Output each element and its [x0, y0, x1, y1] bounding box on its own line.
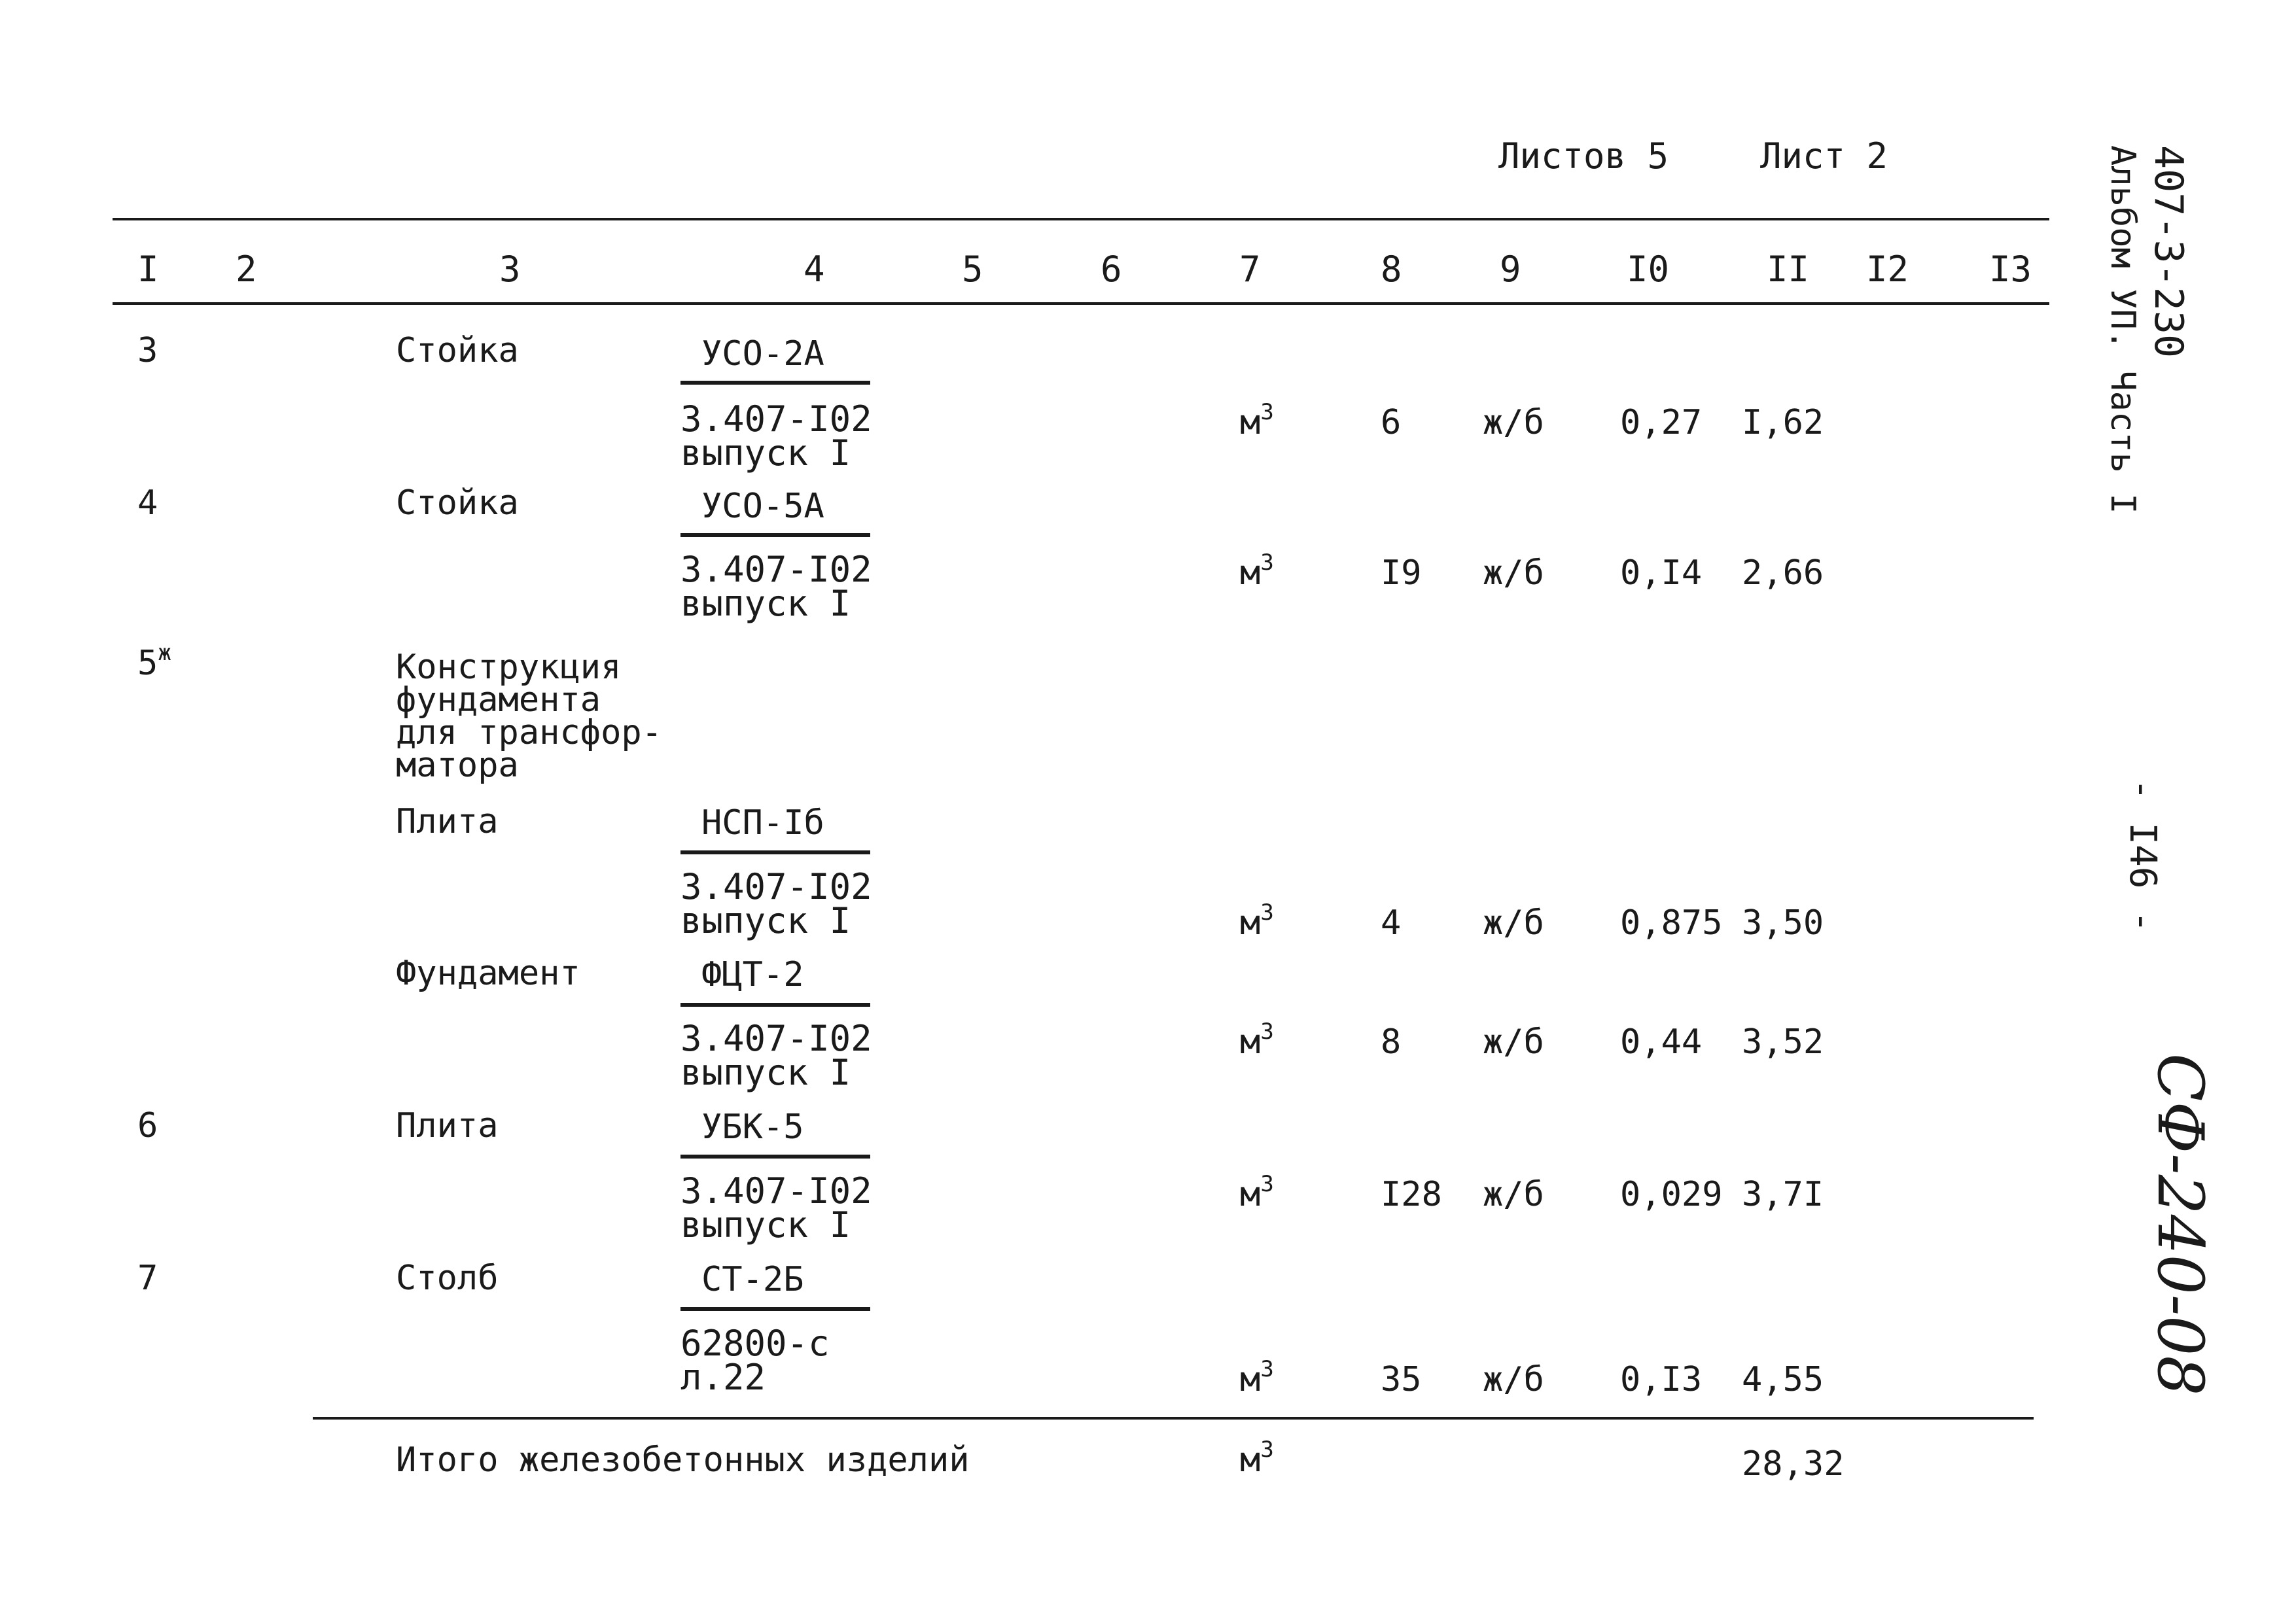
- material: ж/б: [1483, 903, 1544, 943]
- item-reference: 3.407-I02 выпуск I: [680, 549, 872, 624]
- header-bottom-rule: [113, 302, 2049, 305]
- row-number: 7: [137, 1259, 158, 1298]
- total-rule: [313, 1417, 2034, 1420]
- unit: $м^3$: [1240, 1018, 1274, 1062]
- item-name: Фундамент: [396, 954, 580, 993]
- row-number: 4: [137, 483, 158, 523]
- item-mark: СТ-2Б: [701, 1260, 804, 1299]
- total-volume: 2,66: [1742, 553, 1824, 593]
- unit: $м^3$: [1240, 1355, 1274, 1399]
- quantity: I9: [1381, 553, 1422, 593]
- unit: $м^3$: [1240, 899, 1274, 943]
- material: ж/б: [1483, 553, 1544, 593]
- total-volume: 3,52: [1742, 1022, 1824, 1062]
- col-header-9: 9: [1500, 249, 1521, 290]
- col-header-5: 5: [962, 249, 983, 290]
- total-volume: 3,7I: [1742, 1175, 1824, 1214]
- mark-underline: [680, 1003, 870, 1007]
- item-name: Столб: [396, 1259, 499, 1298]
- stamp-code: СФ-240-08: [2144, 1053, 2217, 1396]
- quantity: 35: [1381, 1360, 1422, 1399]
- mark-underline: [680, 533, 870, 537]
- quantity: 8: [1381, 1022, 1402, 1062]
- col-header-8: 8: [1381, 249, 1402, 290]
- item-reference: 3.407-I02 выпуск I: [680, 398, 872, 474]
- col-header-10: I0: [1627, 249, 1670, 290]
- col-header-12: I2: [1866, 249, 1909, 290]
- item-mark: УСО-2А: [701, 334, 824, 374]
- document-code: 407-3-230: [2146, 145, 2191, 358]
- unit-volume: 0,875: [1620, 903, 1723, 943]
- col-header-13: I3: [1989, 249, 2032, 290]
- album-label: Альбом УП. Часть I: [2103, 145, 2142, 514]
- total-label: Итого железобетонных изделий: [396, 1440, 970, 1480]
- material: ж/б: [1483, 1175, 1544, 1214]
- material: ж/б: [1483, 1022, 1544, 1062]
- mark-underline: [680, 381, 870, 385]
- item-name: Плита: [396, 1106, 499, 1145]
- row-number: 6: [137, 1106, 158, 1145]
- quantity: 6: [1381, 403, 1402, 442]
- unit-volume: 0,27: [1620, 403, 1703, 442]
- page-number: - I46 -: [2121, 778, 2164, 934]
- col-header-6: 6: [1101, 249, 1122, 290]
- row-number: $5^ж$: [137, 639, 171, 683]
- item-mark: НСП-Iб: [701, 803, 824, 843]
- col-header-2: 2: [236, 249, 257, 290]
- item-name: Стойка: [396, 483, 519, 523]
- item-reference: 3.407-I02 выпуск I: [680, 1170, 872, 1246]
- item-mark: ФЦТ-2: [701, 955, 804, 994]
- total-volume: 4,55: [1742, 1360, 1824, 1399]
- total-unit: $м^3$: [1240, 1436, 1274, 1480]
- col-header-4: 4: [804, 249, 825, 290]
- quantity: I28: [1381, 1175, 1442, 1214]
- col-header-3: 3: [499, 249, 521, 290]
- item-name: Стойка: [396, 331, 519, 370]
- total-volume: I,62: [1742, 403, 1824, 442]
- col-header-11: II: [1767, 249, 1810, 290]
- unit-volume: 0,029: [1620, 1175, 1723, 1214]
- item-reference: 3.407-I02 выпуск I: [680, 866, 872, 941]
- mark-underline: [680, 1307, 870, 1311]
- material: ж/б: [1483, 403, 1544, 442]
- unit: $м^3$: [1240, 398, 1274, 442]
- item-reference: 3.407-I02 выпуск I: [680, 1018, 872, 1093]
- quantity: 4: [1381, 903, 1402, 943]
- col-header-7: 7: [1239, 249, 1261, 290]
- unit: $м^3$: [1240, 1170, 1274, 1214]
- unit-volume: 0,44: [1620, 1022, 1703, 1062]
- mark-underline: [680, 1155, 870, 1159]
- item-mark: УБК-5: [701, 1108, 804, 1147]
- unit: $м^3$: [1240, 549, 1274, 593]
- material: ж/б: [1483, 1360, 1544, 1399]
- item-name: Плита: [396, 802, 499, 841]
- item-reference: 62800-с л.22: [680, 1323, 830, 1398]
- row-number: 3: [137, 331, 158, 370]
- unit-volume: 0,I3: [1620, 1360, 1703, 1399]
- item-name: Конструкция фундамента для трансфор- матора: [396, 648, 662, 785]
- total-value: 28,32: [1742, 1444, 1845, 1484]
- header-top-rule: [113, 218, 2049, 220]
- item-mark: УСО-5А: [701, 487, 824, 526]
- sheets-total: Листов 5: [1498, 135, 1669, 177]
- mark-underline: [680, 850, 870, 854]
- sheet-number: Лист 2: [1760, 135, 1888, 177]
- total-volume: 3,50: [1742, 903, 1824, 943]
- unit-volume: 0,I4: [1620, 553, 1703, 593]
- col-header-1: I: [137, 249, 159, 290]
